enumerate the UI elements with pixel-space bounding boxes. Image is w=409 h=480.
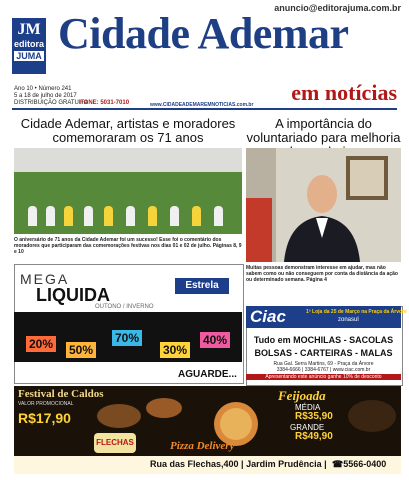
- volunteer-portrait-photo: [246, 148, 401, 262]
- festival-title: Festival de Caldos: [18, 388, 104, 400]
- website-link[interactable]: www.CIDADEADEMAREMNOTICIAS.com.br: [150, 102, 254, 108]
- hanger-strip: [14, 312, 242, 362]
- ciac-products-line2: BOLSAS - CARTEIRAS - MALAS: [254, 348, 393, 358]
- estrela-logo: Estrela: [175, 278, 229, 294]
- editora-juma-logo: [12, 18, 46, 74]
- ciac-discount: Apresentando este anúncio ganhe 10% de desconto: [246, 374, 401, 380]
- ciac-zonasul: zonasul: [338, 317, 359, 323]
- discount-tag: 30%: [160, 342, 190, 358]
- child-figure: [104, 206, 113, 226]
- edition-info: [14, 86, 88, 107]
- feijoada-title: Feijoada: [278, 388, 326, 403]
- edition-number: Ano 10 • Número 241: [14, 86, 72, 92]
- festival-valor-label: VALOR PROMOCIONAL: [18, 401, 74, 407]
- logo-initials: JM: [17, 21, 41, 38]
- anniversary-group-photo: [14, 148, 242, 234]
- portrait-illustration: [246, 148, 401, 262]
- discount-tag: 70%: [112, 330, 142, 346]
- child-figure: [28, 206, 37, 226]
- ad-liquida-word: LIQUIDA: [36, 285, 110, 305]
- edition-distribution: DISTRIBUIÇÃO GRATUITA: [14, 100, 88, 106]
- child-figure: [148, 206, 157, 226]
- ciac-phones: 3384-6666 | 3384-6767 | www.ciac.com.br: [276, 367, 371, 373]
- phone-number: FONE: 5031-7010: [80, 100, 130, 106]
- contact-email[interactable]: anuncio@editorajuma.com.br: [274, 3, 401, 13]
- ad-season: OUTONO / INVERNO: [95, 304, 154, 310]
- flechas-logo: FLECHAS: [94, 433, 136, 453]
- edition-date: 5 a 18 de julho de 2017: [14, 93, 77, 99]
- ciac-logo: Ciac: [250, 307, 286, 326]
- ad-aguarde: AGUARDE...: [178, 369, 237, 380]
- festival-price: R$17,90: [18, 410, 71, 426]
- restaurant-phone-number: 5566-0400: [343, 459, 387, 469]
- headline-volunteering: A importância do voluntariado para melhoria: [246, 116, 401, 145]
- child-figure: [214, 206, 223, 226]
- logo-juma: JUMA: [14, 51, 44, 61]
- newspaper-subtitle: em notícias: [291, 80, 397, 105]
- child-figure: [84, 206, 93, 226]
- ciac-store-tagline: 1ª Loja da 25 de Março na Praça da Árvore: [306, 309, 407, 315]
- size-media-price: R$35,90: [295, 411, 333, 422]
- ad-mega-word: MEGA: [20, 271, 70, 287]
- child-figure: [192, 206, 201, 226]
- ciac-products-line1: Tudo em MOCHILAS - SACOLAS: [253, 335, 394, 345]
- size-media-label: MÉDIA: [295, 403, 321, 412]
- size-grande-price: R$49,90: [295, 431, 333, 442]
- caption-volunteering: Muitas pessoas demonstram interesse em ajudar, mas não sabem como ou não conseguem por conta da distância da ação ou determinado semana. Página 4: [246, 265, 398, 283]
- child-figure: [170, 206, 179, 226]
- logo-editora: editora: [13, 39, 44, 49]
- child-figure: [126, 206, 135, 226]
- caption-anniversary: O aniversário de 71 anos da Cidade Ademar foi um sucesso! Esse foi o comentário dos moradores que participaram das comemorações festivas nos dias 01 e 02 de julho. Páginas 8, 9 e 10: [14, 237, 242, 255]
- newspaper-title: Cidade Ademar: [58, 9, 349, 58]
- child-figure: [46, 206, 55, 226]
- restaurant-address: Rua das Flechas,400 | Jardim Prudência |: [150, 459, 327, 469]
- size-grande-label: GRANDE: [290, 423, 325, 432]
- restaurant-phone: ☎5566-0400: [332, 459, 387, 469]
- ciac-address: Rua Gal. Serra Martins, 69 - Praça da Árvore: [273, 361, 374, 367]
- discount-tag: 20%: [26, 336, 56, 352]
- child-figure: [64, 206, 73, 226]
- masthead-divider: [12, 108, 397, 110]
- discount-tag: 50%: [66, 342, 96, 358]
- pizza-delivery: Pizza Delivery: [170, 440, 235, 452]
- headline-anniversary: Cidade Ademar, artistas e moradores comemoraram os 71 anos: [20, 116, 236, 145]
- discount-tag: 40%: [200, 332, 230, 348]
